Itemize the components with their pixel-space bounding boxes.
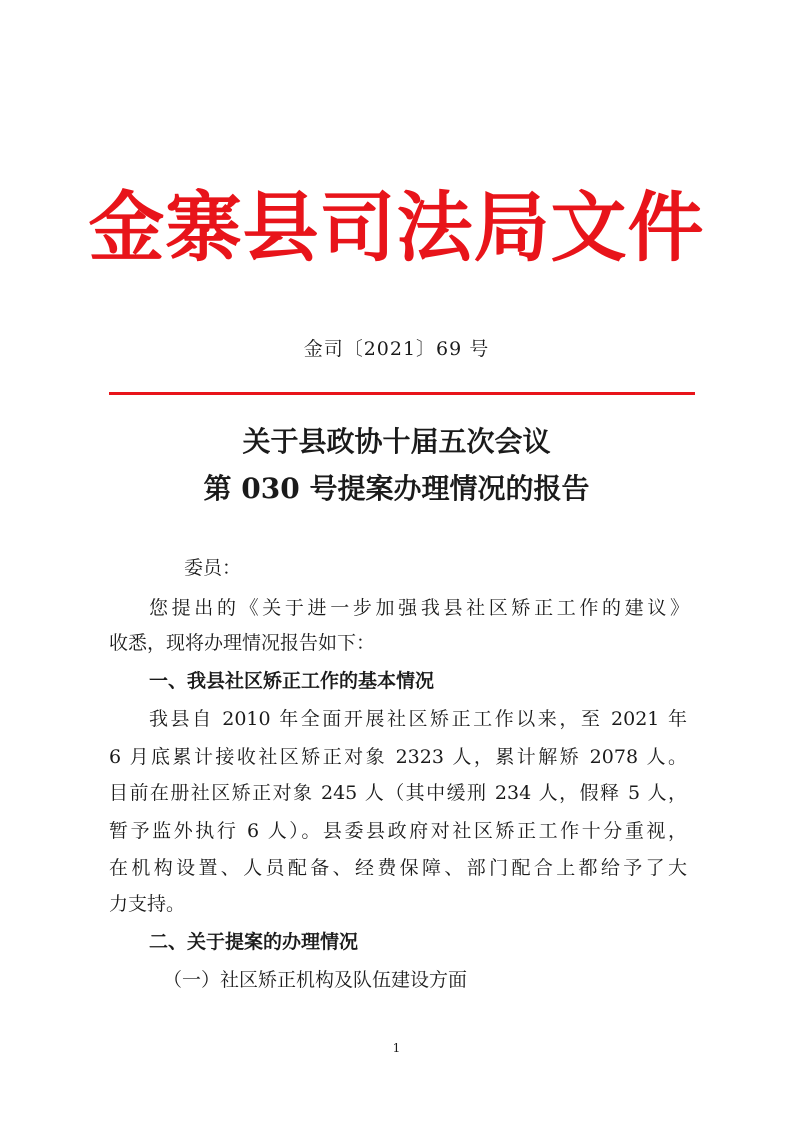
report-title-line-2: 第 030 号提案办理情况的报告 — [203, 472, 590, 505]
section-1-line-3: 目前在册社区矫正对象 245 人（其中缓刑 234 人，假释 5 人， — [109, 782, 687, 804]
section-1-line-6: 力支持。 — [109, 893, 186, 915]
document-masthead: 金寨县司法局文件 — [88, 183, 705, 272]
section-1-line-4: 暂予监外执行 6 人）。县委县政府对社区矫正工作十分重视， — [109, 820, 687, 842]
intro-line-1: 您提出的《关于进一步加强我县社区矫正工作的建议》 — [149, 597, 689, 619]
section-1-line-2: 6 月底累计接收社区矫正对象 2323 人，累计解矫 2078 人。 — [109, 746, 687, 768]
section-1-line-5: 在机构设置、人员配备、经费保障、部门配合上都给予了大 — [109, 857, 687, 879]
report-title-line-1: 关于县政协十届五次会议 — [242, 425, 551, 458]
salutation: 委员： — [184, 557, 242, 579]
document-number: 金司〔2021〕69 号 — [303, 338, 490, 360]
section-2-heading: 二、关于提案的办理情况 — [149, 931, 359, 953]
section-1-line-1: 我县自 2010 年全面开展社区矫正工作以来，至 2021 年 — [149, 708, 687, 730]
section-1-heading: 一、我县社区矫正工作的基本情况 — [149, 670, 435, 692]
subsection-1-heading: （一）社区矫正机构及队伍建设方面 — [163, 969, 468, 991]
intro-line-2: 收悉，现将办理情况报告如下： — [109, 632, 376, 654]
page-number: 1 — [392, 1041, 401, 1055]
red-divider-line — [109, 392, 695, 395]
